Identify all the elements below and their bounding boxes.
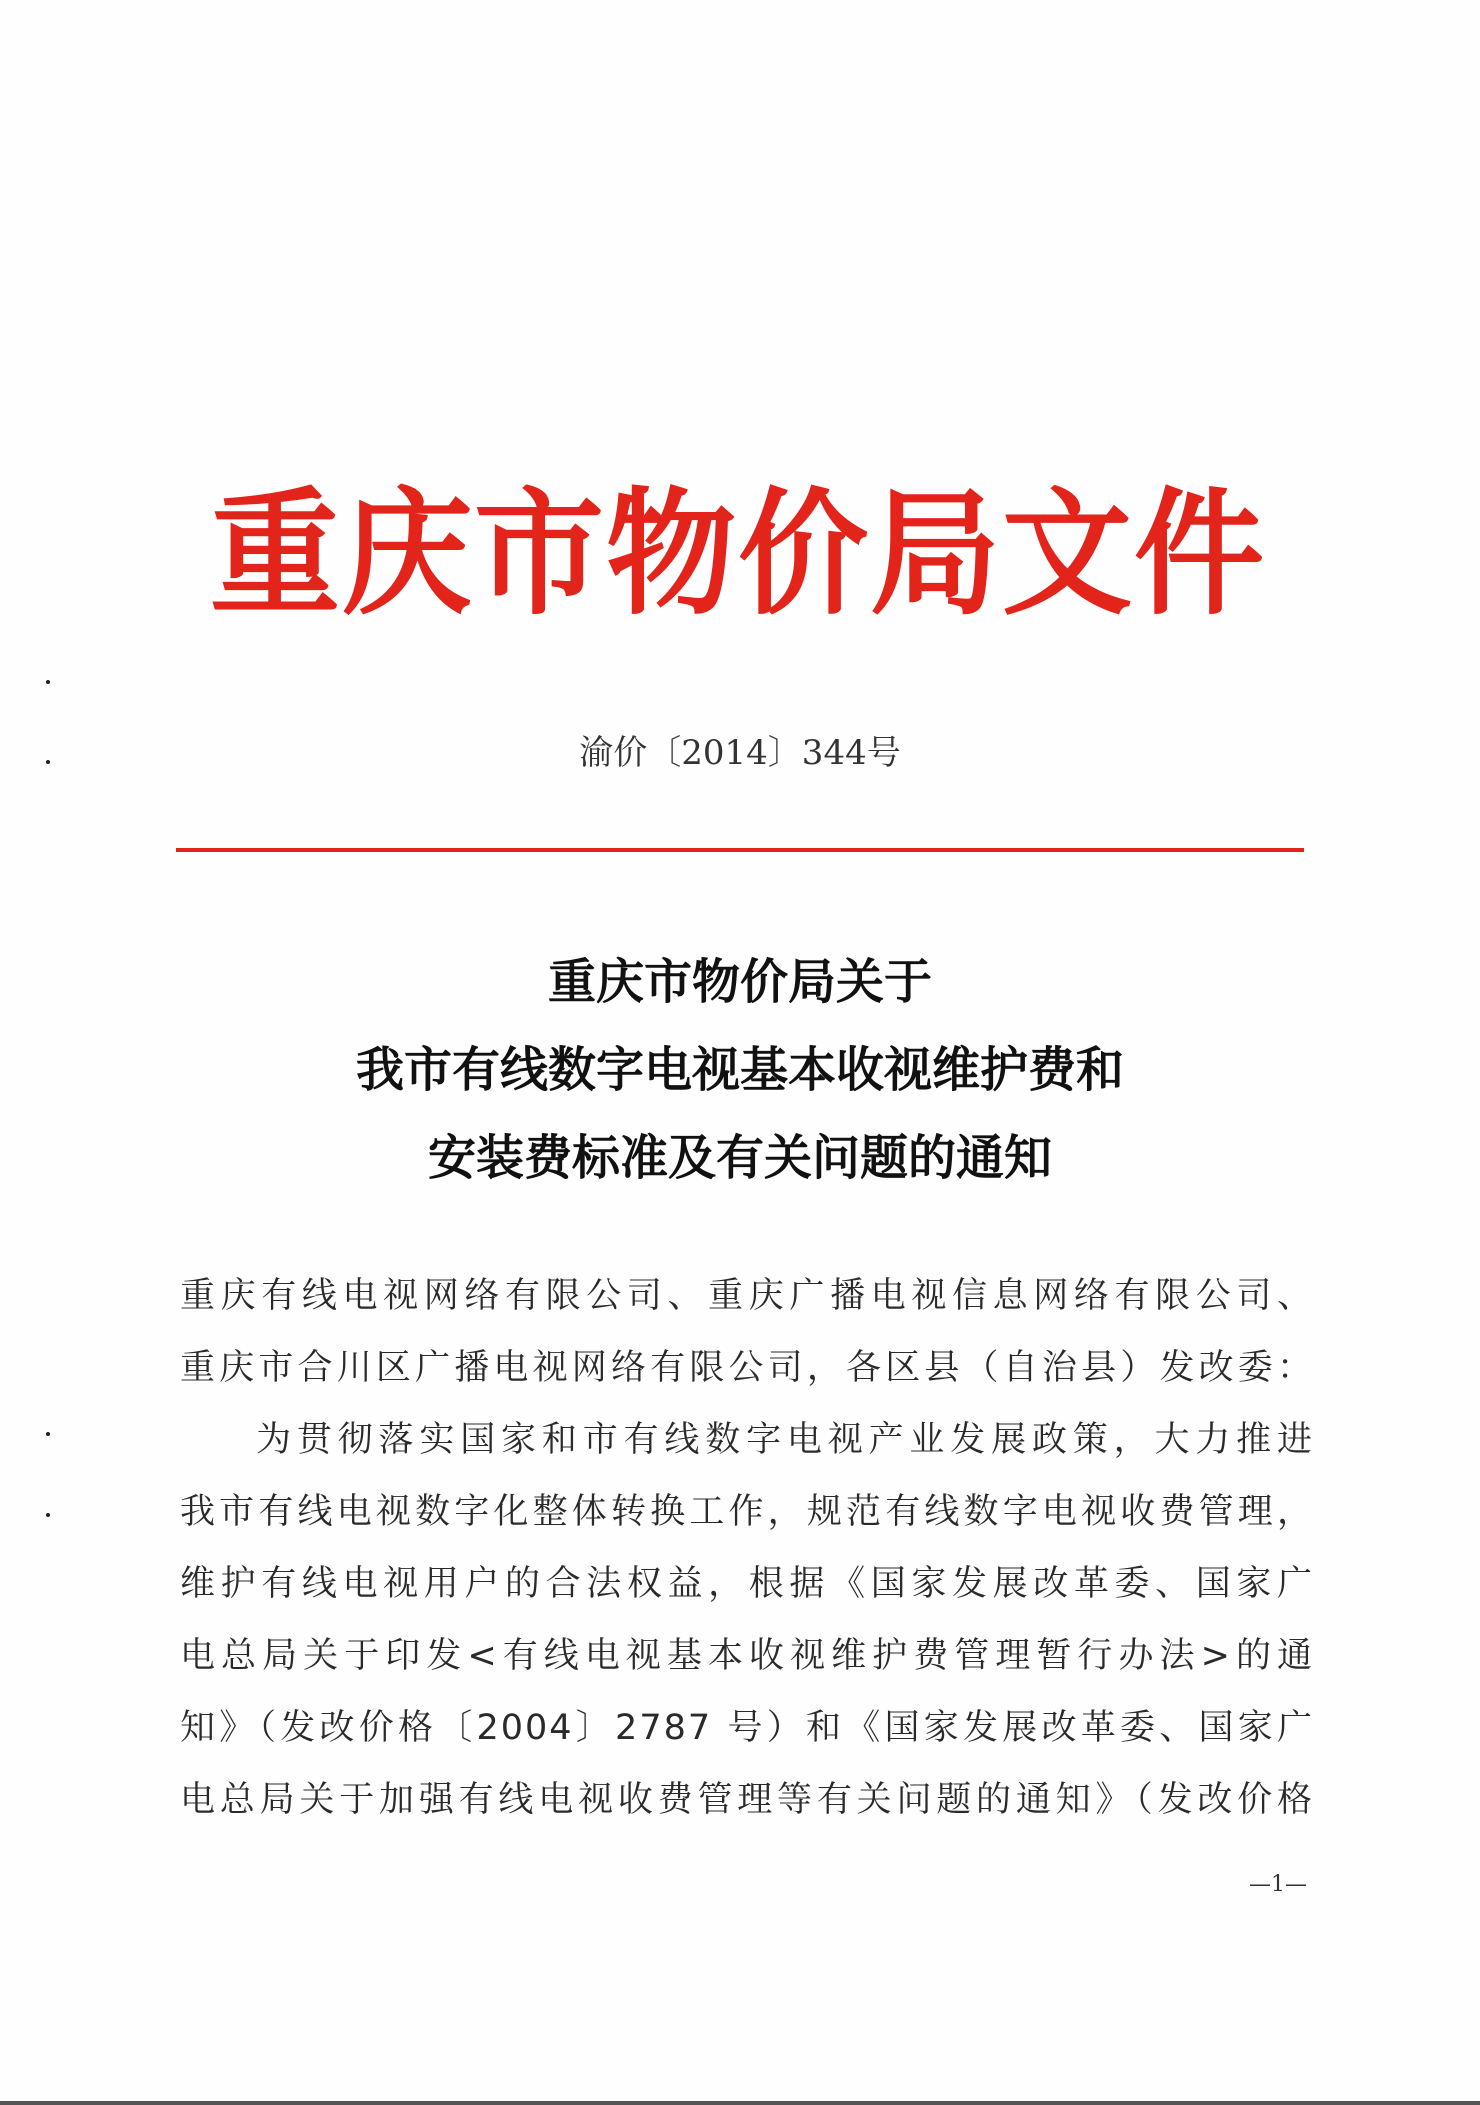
notice-title-line: 我市有线数字电视基本收视维护费和 <box>355 1042 1124 1098</box>
body-line: 电总局关于印发<有线电视基本收视维护费管理暂行办法>的通 <box>180 1636 1314 1676</box>
red-separator-line <box>176 848 1304 852</box>
notice-title-line: 重庆市物价局关于 <box>547 954 932 1010</box>
scan-bottom-edge <box>0 2101 1480 2105</box>
page-number: —1— <box>1249 1872 1307 1897</box>
scan-speck <box>46 680 50 684</box>
body-line: 重庆有线电视网络有限公司、重庆广播电视信息网络有限公司、 <box>180 1276 1314 1316</box>
document-number: 渝价〔2014〕344号 <box>579 733 901 773</box>
notice-title-line: 安装费标准及有关问题的通知 <box>427 1130 1052 1186</box>
body-line: 为贯彻落实国家和市有线数字电视产业发展政策，大力推进 <box>256 1420 1314 1460</box>
body-line: 电总局关于加强有线电视收费管理等有关问题的通知》（发改价格 <box>180 1780 1314 1820</box>
notice-title <box>0 938 1480 1202</box>
scan-speck <box>46 1513 50 1517</box>
body-line: 重庆市合川区广播电视网络有限公司，各区县（自治县）发改委： <box>180 1348 1314 1388</box>
body-line: 维护有线电视用户的合法权益，根据《国家发展改革委、国家广 <box>180 1564 1314 1604</box>
body-line: 我市有线电视数字化整体转换工作，规范有线数字电视收费管理， <box>180 1492 1314 1532</box>
scan-speck <box>46 1432 50 1436</box>
issuer-header-title: 重庆市物价局文件 <box>209 473 1266 634</box>
body-line: 知》（发改价格〔2004〕2787 号）和《国家发展改革委、国家广 <box>180 1708 1314 1748</box>
notice-body <box>180 1260 1314 1836</box>
scan-speck <box>46 760 50 764</box>
